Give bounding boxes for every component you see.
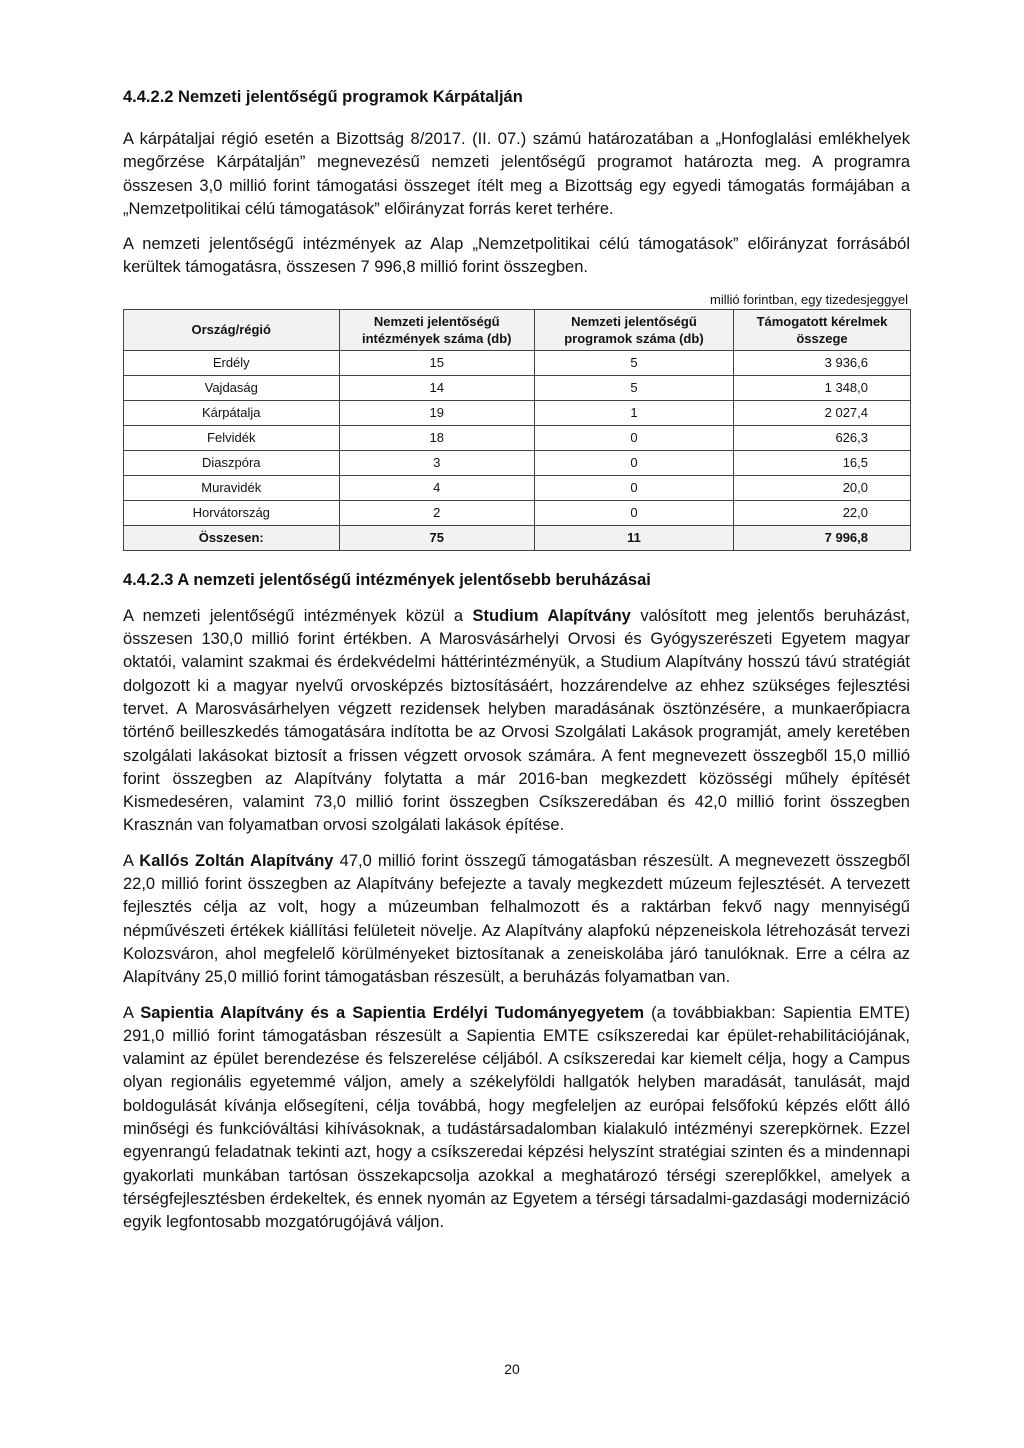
table-row	[124, 450, 911, 475]
header-amount: Támogatott kérelmek összege	[733, 309, 910, 350]
cell-institutions: 3	[339, 450, 534, 475]
cell-programs: 5	[534, 350, 733, 375]
cell-region: Felvidék	[124, 425, 340, 450]
cell-region: Erdély	[124, 350, 340, 375]
section-heading-programs: 4.4.2.2 Nemzeti jelentőségű programok Kárpátalján	[123, 88, 523, 106]
cell-amount: 1 348,0	[733, 375, 910, 400]
table-row	[124, 500, 911, 525]
text-span: A	[123, 851, 140, 870]
bold-name-studium: Studium Alapítvány	[472, 606, 631, 625]
table-row	[124, 350, 911, 375]
table-total-row	[124, 525, 911, 550]
cell-amount: 16,5	[733, 450, 910, 475]
table-unit-note: millió forintban, egy tizedesjeggyel	[710, 291, 908, 307]
cell-programs: 0	[534, 425, 733, 450]
paragraph-karpatalja: A kárpátaljai régió esetén a Bizottság 8/2017. (II. 07.) számú határozatában a „Honfoglalási emlékhelyek megőrzése Kárpátalján” megnevezésű nemzeti jelentőségű programot határozta meg. A programra összesen 3,0 millió forint támogatási összeget ítélt meg a Bizottság egy egyedi támogatás formájában a „Nemzetpolitikai célú támogatások” előirányzat forrás keret terhére.	[123, 130, 910, 218]
cell-region: Kárpátalja	[124, 400, 340, 425]
bold-name-sapientia: Sapientia Alapítvány és a Sapientia Erdélyi Tudományegyetem	[140, 1003, 645, 1022]
page-number: 20	[504, 1361, 520, 1377]
cell-institutions: 2	[339, 500, 534, 525]
cell-region: Horvátország	[124, 500, 340, 525]
header-institutions: Nemzeti jelentőségű intézmények száma (db)	[339, 309, 534, 350]
paragraph-kallos	[123, 850, 910, 990]
table-row	[124, 475, 911, 500]
cell-region: Vajdaság	[124, 375, 340, 400]
bold-name-kallos: Kallós Zoltán Alapítvány	[139, 851, 334, 870]
cell-region: Diaszpóra	[124, 450, 340, 475]
cell-programs: 0	[534, 475, 733, 500]
cell-region: Muravidék	[124, 475, 340, 500]
cell-amount: 22,0	[733, 500, 910, 525]
cell-programs: 0	[534, 500, 733, 525]
section-heading-investments: 4.4.2.3 A nemzeti jelentőségű intézmények jelentősebb beruházásai	[123, 570, 651, 589]
cell-institutions: 15	[339, 350, 534, 375]
table-row	[124, 400, 911, 425]
cell-institutions: 18	[339, 425, 534, 450]
cell-total-amount: 7 996,8	[733, 525, 910, 550]
text-span: (a továbbiakban: Sapientia EMTE) 291,0 millió forint támogatásban részesült a Sapientia EMTE csíkszeredai kar épület-rehabilitációjának, valamint az épület berendezése és felszerelése céljából. A csíkszeredai kar kiemelt célja, hogy a Campus olyan regionális egyetemmé váljon, amely a székelyföldi hallgatók helyben maradását, tanulását, majd boldogulását kívánja elősegíteni, célja továbbá, hogy megfeleljen az európai felsőfokú képzés előtt álló minőségi és funkcióváltási kihívásoknak, a tudástársadalomban kialakuló intézményi szerepkörnek. Ezzel egyenrangú feladatnak tekinti azt, hogy a csíkszeredai képzési helyszínt stratégiai szinten és a mindennapi gyakorlati munkában tartósan összekapcsolja azokkal a meghatározó térségi szereplőkkel, amelyek a térségfejlesztésben érdekeltek, és ennek nyomán az Egyetem a térségi társadalmi-gazdasági modernizáció egyik legfontosabb mozgatórugójává váljon.	[123, 1003, 910, 1232]
cell-amount: 626,3	[733, 425, 910, 450]
cell-amount: 20,0	[733, 475, 910, 500]
table-row	[124, 375, 911, 400]
cell-programs: 5	[534, 375, 733, 400]
cell-amount: 2 027,4	[733, 400, 910, 425]
header-country: Ország/régió	[124, 309, 340, 350]
cell-total-label: Összesen:	[124, 525, 340, 550]
cell-programs: 1	[534, 400, 733, 425]
cell-institutions: 19	[339, 400, 534, 425]
header-programs: Nemzeti jelentőségű programok száma (db)	[534, 309, 733, 350]
funding-table	[123, 309, 911, 551]
paragraph-sapientia	[123, 1002, 910, 1235]
cell-amount: 3 936,6	[733, 350, 910, 375]
table-header-row	[124, 309, 911, 350]
cell-total-institutions: 75	[339, 525, 534, 550]
table-row	[124, 425, 911, 450]
text-span: 47,0 millió forint összegű támogatásban részesült. A megnevezett összegből 22,0 millió forint összegben az Alapítvány befejezte a tavaly megkezdett múzeum fejlesztését. A tervezett fejlesztés célja az volt, hogy a múzeumban felhalmozott és a raktárban fekvő nagy mennyiségű népművészeti értékek kiállítási felületeit növelje. Az Alapítvány alapfokú népzeneiskola létrehozását tervezi Kolozsváron, ahol megfelelő körülményeket biztosítanak a zeneiskolába járó tanulóknak. Erre a célra az Alapítvány 25,0 millió forint támogatásban részesült, a beruházás folyamatban van.	[123, 851, 910, 987]
paragraph-institutions-funding: A nemzeti jelentőségű intézmények az Alap „Nemzetpolitikai célú támogatások” előirányzat forrásából kerültek támogatásra, összesen 7 996,8 millió forint összegben.	[123, 235, 910, 277]
text-span: A	[123, 1003, 141, 1022]
cell-programs: 0	[534, 450, 733, 475]
cell-institutions: 4	[339, 475, 534, 500]
text-span: valósított meg jelentős beruházást, összesen 130,0 millió forint értékben. A Marosvásárhelyi Orvosi és Gyógyszerészeti Egyetem magyar oktatói, valamint szakmai és érdekvédelmi háttérintézményük, a Studium Alapítvány hosszú távú stratégiát dolgozott ki a magyar nyelvű orvosképzés biztosításáért, hozzárendelve az ehhez szükséges fejlesztési tervet. A Marosvásárhelyen végzett rezidensek helyben maradásának ösztönzésére, a munkaerőpiacra történő beilleszkedés támogatására indította be az Orvosi Szolgálati Lakások programját, amely keretében szolgálati lakásokat biztosít a frissen végzett orvosok számára. A fent megnevezett összegből 15,0 millió forint összegben az Alapítvány folytatta a már 2016-ban megkezdett közösségi műhely építését Kismedeséren, valamint 73,0 millió forint összegben Csíkszeredában és 42,0 millió forint összegben Krasznán van folyamatban orvosi szolgálati lakások építése.	[123, 606, 910, 835]
cell-total-programs: 11	[534, 525, 733, 550]
paragraph-studium	[123, 605, 910, 838]
cell-institutions: 14	[339, 375, 534, 400]
text-span: A nemzeti jelentőségű intézmények közül a	[123, 606, 473, 625]
